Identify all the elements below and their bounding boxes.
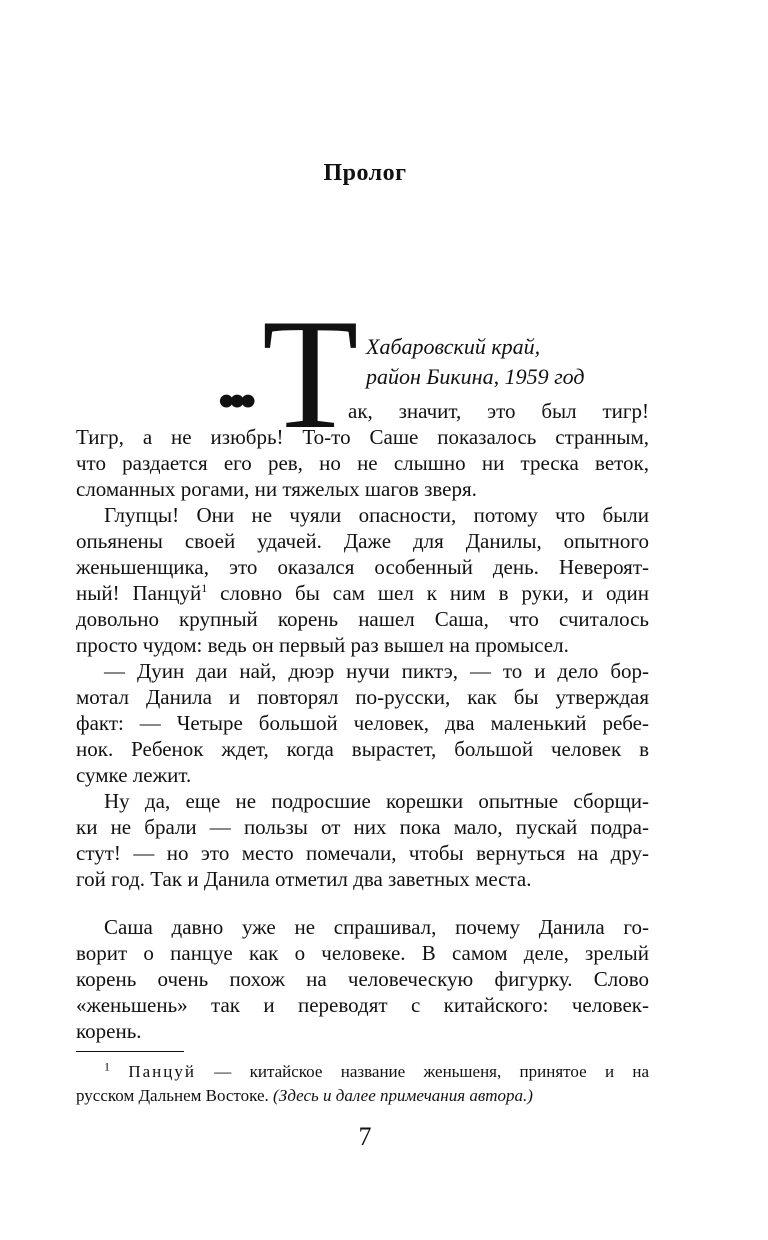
footnote-term: Панцуй	[128, 1062, 196, 1081]
paragraph-3	[76, 658, 649, 788]
epigraph-line: район Бикина, 1959 год	[366, 364, 585, 389]
ellipsis-dots: •••	[218, 375, 251, 428]
paragraph-1	[76, 424, 649, 502]
text-line: корень очень похож на человеческую фигурку. Слово	[76, 967, 649, 991]
footnote-divider	[76, 1051, 184, 1052]
paragraph-first-line: ак, значит, это был тигр!	[348, 399, 649, 423]
paragraph-5	[76, 914, 649, 1044]
footnote	[76, 1060, 649, 1108]
text-line: сумке лежит.	[76, 763, 192, 787]
page-number: 7	[358, 1122, 372, 1151]
footnote-line: русском Дальнем Востоке. (Здесь и далее примечания автора.)	[76, 1086, 533, 1105]
text-line: ный! Панцуй$^1$ словно бы сам шел к ним в руки, и один	[76, 581, 650, 605]
paragraph-2	[76, 502, 649, 658]
footnote-marker: 1	[104, 1059, 110, 1074]
footnote-line: $^1$ Панцуй — китайское название женьшеня, принятое и на	[104, 1059, 650, 1081]
epigraph-line: Хабаровский край,	[366, 334, 541, 359]
footnote-ref: 1	[201, 581, 208, 595]
text-line: Саша давно уже не спрашивал, почему Данила го-	[104, 915, 649, 939]
page-title: Пролог	[323, 160, 407, 186]
text-line: Тигр, а не изюбрь! То-то Саше показалось странным,	[76, 425, 649, 449]
paragraph-4	[76, 788, 649, 892]
text-line: гой год. Так и Данила отметил два заветных места.	[76, 867, 532, 891]
text-line: нок. Ребенок ждет, когда вырастет, большой человек в	[76, 737, 649, 761]
text-line: что раздается его рев, но не слышно ни треска веток,	[76, 451, 649, 475]
text-line: корень.	[76, 1019, 142, 1043]
text-line: довольно крупный корень нашел Саша, что считалось	[76, 607, 649, 631]
drop-cap-letter: Т	[262, 287, 359, 462]
text-line: опьянены своей удачей. Даже для Данилы, опытного	[76, 529, 649, 553]
epigraph	[366, 332, 585, 392]
text-line: стут! — но это место помечали, чтобы вернуться на дру-	[76, 841, 649, 865]
text-line: просто чудом: ведь он первый раз вышел на промысел.	[76, 633, 569, 657]
text-line: Глупцы! Они не чуяли опасности, потому что были	[104, 503, 649, 527]
text-line: женьшенщика, это оказался особенный день. Невероят-	[76, 555, 649, 579]
text-line: «женьшень» так и переводят с китайского: человек-	[76, 993, 649, 1017]
text-line: — Дуин даи най, дюэр нучи пиктэ, — то и дело бор-	[104, 659, 649, 683]
text-line: сломанных рогами, ни тяжелых шагов зверя.	[76, 477, 477, 501]
text-line: Ну да, еще не подросшие корешки опытные сборщи-	[104, 789, 649, 813]
text-line: ки не брали — пользы от них пока мало, пускай подра-	[76, 815, 649, 839]
footnote-note: (Здесь и далее примечания автора.)	[273, 1086, 533, 1105]
text-line: мотал Данила и повторял по-русски, как бы утверждая	[76, 685, 649, 709]
text-line: факт: — Четыре большой человек, два маленький ребе-	[76, 711, 649, 735]
text-line: ворит о панцуе как о человеке. В самом деле, зрелый	[76, 941, 649, 965]
